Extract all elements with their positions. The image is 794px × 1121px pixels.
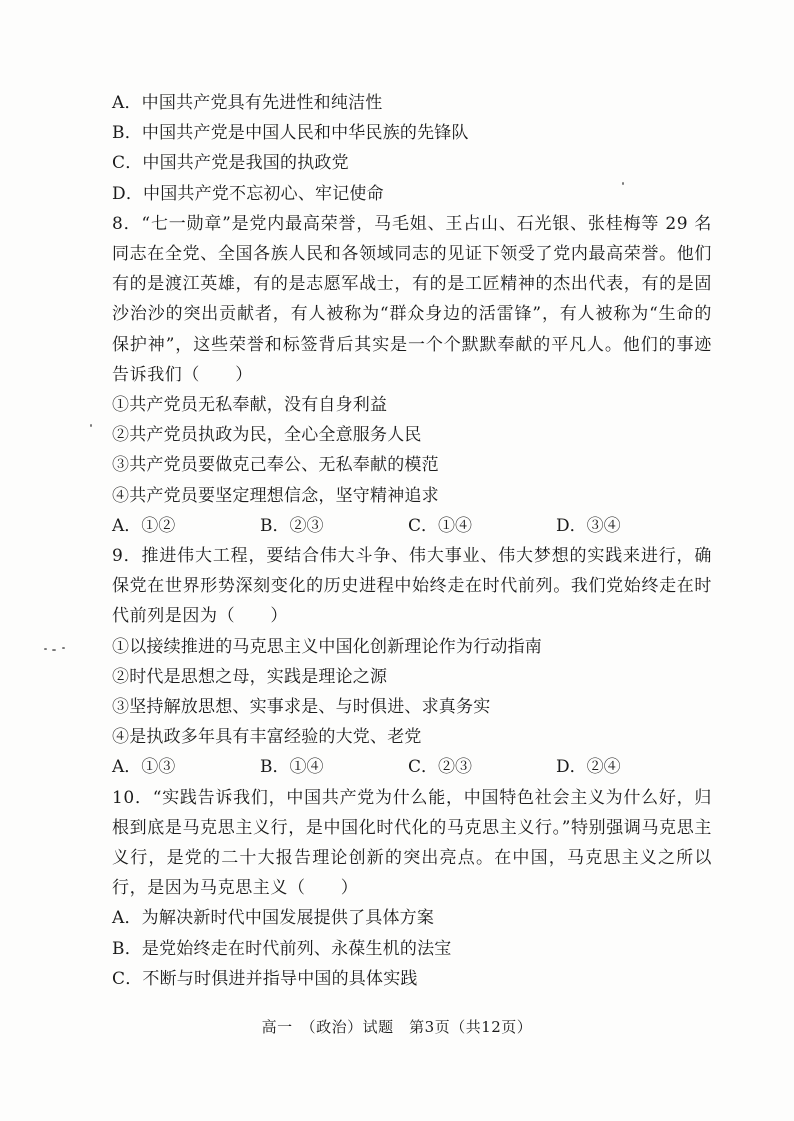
q7-option-c: C．中国共产党是我国的执政党 <box>112 153 349 174</box>
page-content <box>112 88 712 994</box>
q8-item-2: ②共产党员执政为民，全心全意服务人民 <box>112 425 422 446</box>
q7-option-b: B．中国共产党是中国人民和中华民族的先锋队 <box>112 123 469 144</box>
q10-option-a: A．为解决新时代中国发展提供了具体方案 <box>112 908 435 929</box>
q8-stem: 8．“七一勋章”是党内最高荣誉，马毛姐、王占山、石光银、张桂梅等 29 名同志在全党、全国各族人民和各领域同志的见证下领受了党内最高荣誉。他们有的是渡江英雄，有的是志愿军战士，有的是工匠精神的杰出代表，有的是固沙治沙的突出贡献者，有人被称为“群众身边的活雷锋”，有人被称为“生命的保护神”，这些荣誉和标签背后其实是一个个默默奉献的平凡人。他们的事迹告诉我们（ ） <box>112 213 712 385</box>
q10-option-c: C．不断与时俱进并指导中国的具体实践 <box>112 968 418 989</box>
q8-options <box>112 511 712 541</box>
q8-option-d: D．③④ <box>556 515 621 536</box>
q9-option-b: B．①④ <box>260 757 324 778</box>
q9-options <box>112 752 712 782</box>
question-9 <box>112 541 712 783</box>
scan-speck <box>44 648 47 650</box>
q7-options <box>112 88 712 209</box>
q9-option-a: A．①③ <box>112 757 176 778</box>
q10-stem: 10．“实践告诉我们，中国共产党为什么能，中国特色社会主义为什么好，归根到底是马克思主义行，是中国化时代化的马克思主义行。”特别强调马克思主义行，是党的二十大报告理论创新的突出亮点。在中国，马克思主义之所以行，是因为马克思主义（ ） <box>112 787 712 899</box>
q9-item-3: ③坚持解放思想、实事求是、与时俱进、求真务实 <box>112 697 491 718</box>
q8-item-1: ①共产党员无私奉献，没有自身利益 <box>112 395 388 416</box>
q9-item-1: ①以接续推进的马克思主义中国化创新理论作为行动指南 <box>112 636 542 657</box>
scan-speck <box>52 649 56 651</box>
scan-speck <box>622 182 624 185</box>
q7-option-a: A．中国共产党具有先进性和纯洁性 <box>112 93 383 113</box>
q9-option-c: C．②③ <box>408 757 473 778</box>
page-footer: 高一 （政治）试题 第3页（共12页） <box>261 1018 533 1036</box>
q8-item-3: ③共产党员要做克己奉公、无私奉献的模范 <box>112 455 439 476</box>
scan-speck <box>90 424 92 427</box>
q9-item-4: ④是执政多年具有丰富经验的大党、老党 <box>112 727 422 748</box>
q9-stem: 9．推进伟大工程，要结合伟大斗争、伟大事业、伟大梦想的实践来进行，确保党在世界形势深刻变化的历史进程中始终走在时代前列。我们党始终走在时代前列是因为（ ） <box>112 546 712 627</box>
q10-option-b: B．是党始终走在时代前列、永葆生机的法宝 <box>112 938 452 959</box>
q8-option-c: C．①④ <box>408 515 473 536</box>
q9-item-2: ②时代是思想之母，实践是理论之源 <box>112 666 388 687</box>
scan-speck <box>62 647 65 649</box>
q9-option-d: D．②④ <box>556 757 621 778</box>
question-8 <box>112 209 712 541</box>
q8-option-b: B．②③ <box>260 515 324 536</box>
q8-item-4: ④共产党员要坚定理想信念，坚守精神追求 <box>112 485 439 506</box>
q7-option-d: D．中国共产党不忘初心、牢记使命 <box>112 183 384 204</box>
question-10 <box>112 783 712 994</box>
q8-option-a: A．①② <box>112 515 176 536</box>
